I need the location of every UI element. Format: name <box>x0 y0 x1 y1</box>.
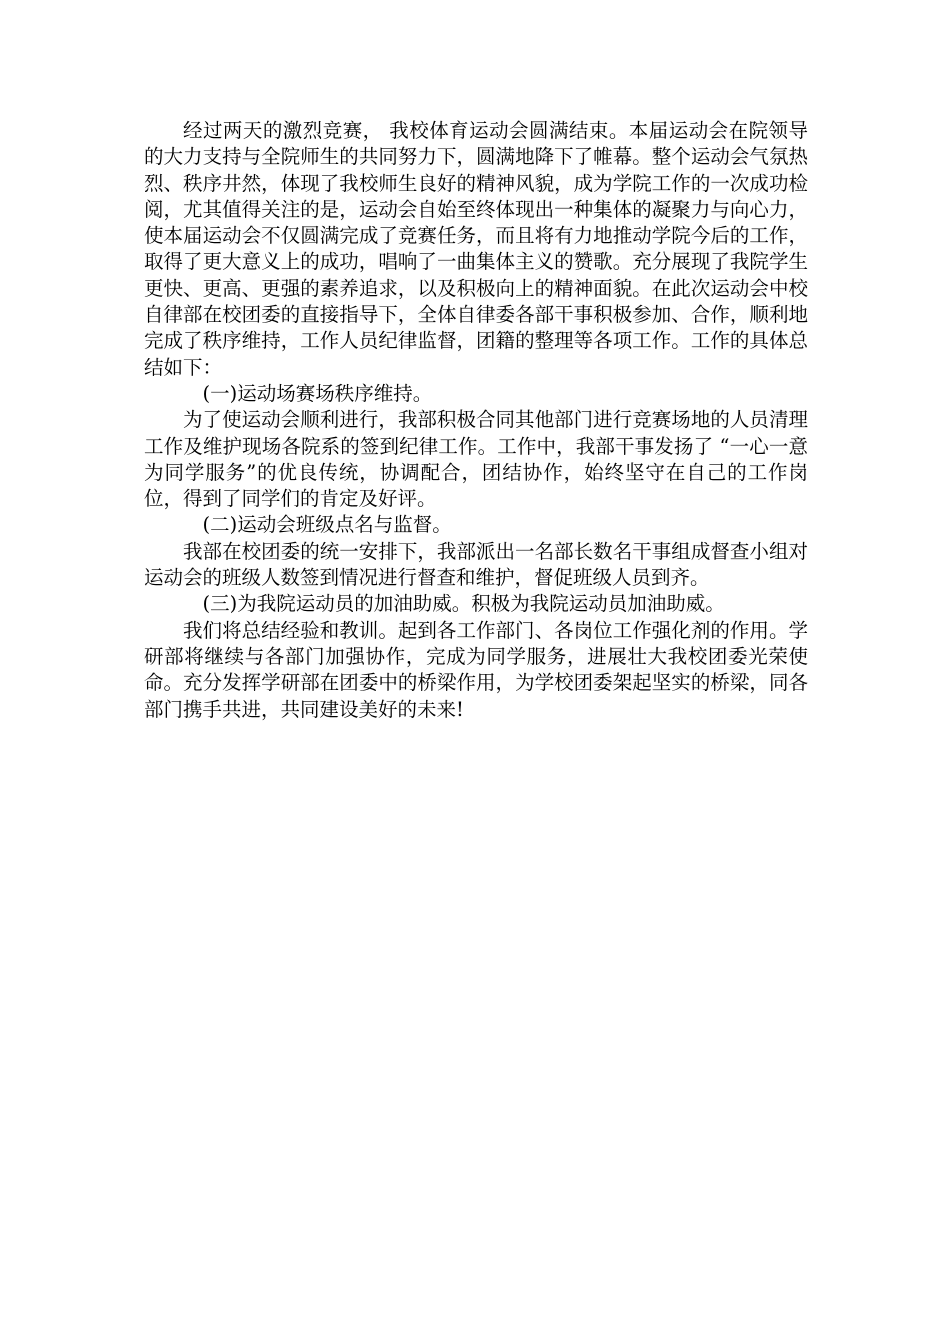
document-body <box>144 118 808 723</box>
paragraph-section-2: 我部在校团委的统一安排下，我部派出一名部长数名干事组成督查小组对运动会的班级人数签到情况进行督查和维护，督促班级人员到齐。 <box>144 539 808 590</box>
section-heading-1: (一)运动场赛场秩序维持。 <box>202 381 433 405</box>
section-heading-3: (三)为我院运动员的加油助威。积极为我院运动员加油助威。 <box>202 592 725 616</box>
paragraph-intro: 经过两天的激烈竞赛， 我校体育运动会圆满结束。本届运动会在院领导的大力支持与全院师生的共同努力下，圆满地降下了帷幕。整个运动会气氛热烈、秩序井然，体现了我校师生良好的精神风貌，成为学院工作的一次成功检阅，尤其值得关注的是，运动会自始至终体现出一种集体的凝聚力与向心力，使本届运动会不仅圆满完成了竞赛任务，而且将有力地推动学院今后的工作，取得了更大意义上的成功，唱响了一曲集体主义的赞歌。充分展现了我院学生更快、更高、更强的素养追求，以及积极向上的精神面貌。在此次运动会中校自律部在校团委的直接指导下，全体自律委各部干事积极参加、合作，顺利地完成了秩序维持，工作人员纪律监督，团籍的整理等各项工作。工作的具体总结如下： <box>144 119 808 379</box>
section-heading-2: (二)运动会班级点名与监督。 <box>202 513 452 537</box>
paragraph-conclusion: 我们将总结经验和教训。起到各工作部门、各岗位工作强化剂的作用。学研部将继续与各部门加强协作，完成为同学服务，进展壮大我校团委光荣使命。充分发挥学研部在团委中的桥梁作用，为学校团委架起坚实的桥梁，同各部门携手共进，共同建设美好的未来! <box>144 618 808 721</box>
paragraph-section-1: 为了使运动会顺利进行，我部积极合同其他部门进行竞赛场地的人员清理工作及维护现场各院系的签到纪律工作。工作中，我部干事发扬了 “一心一意为同学服务”的优良传统，协调配合，团结协作，始终坚守在自己的工作岗位，得到了同学们的肯定及好评。 <box>144 408 808 511</box>
